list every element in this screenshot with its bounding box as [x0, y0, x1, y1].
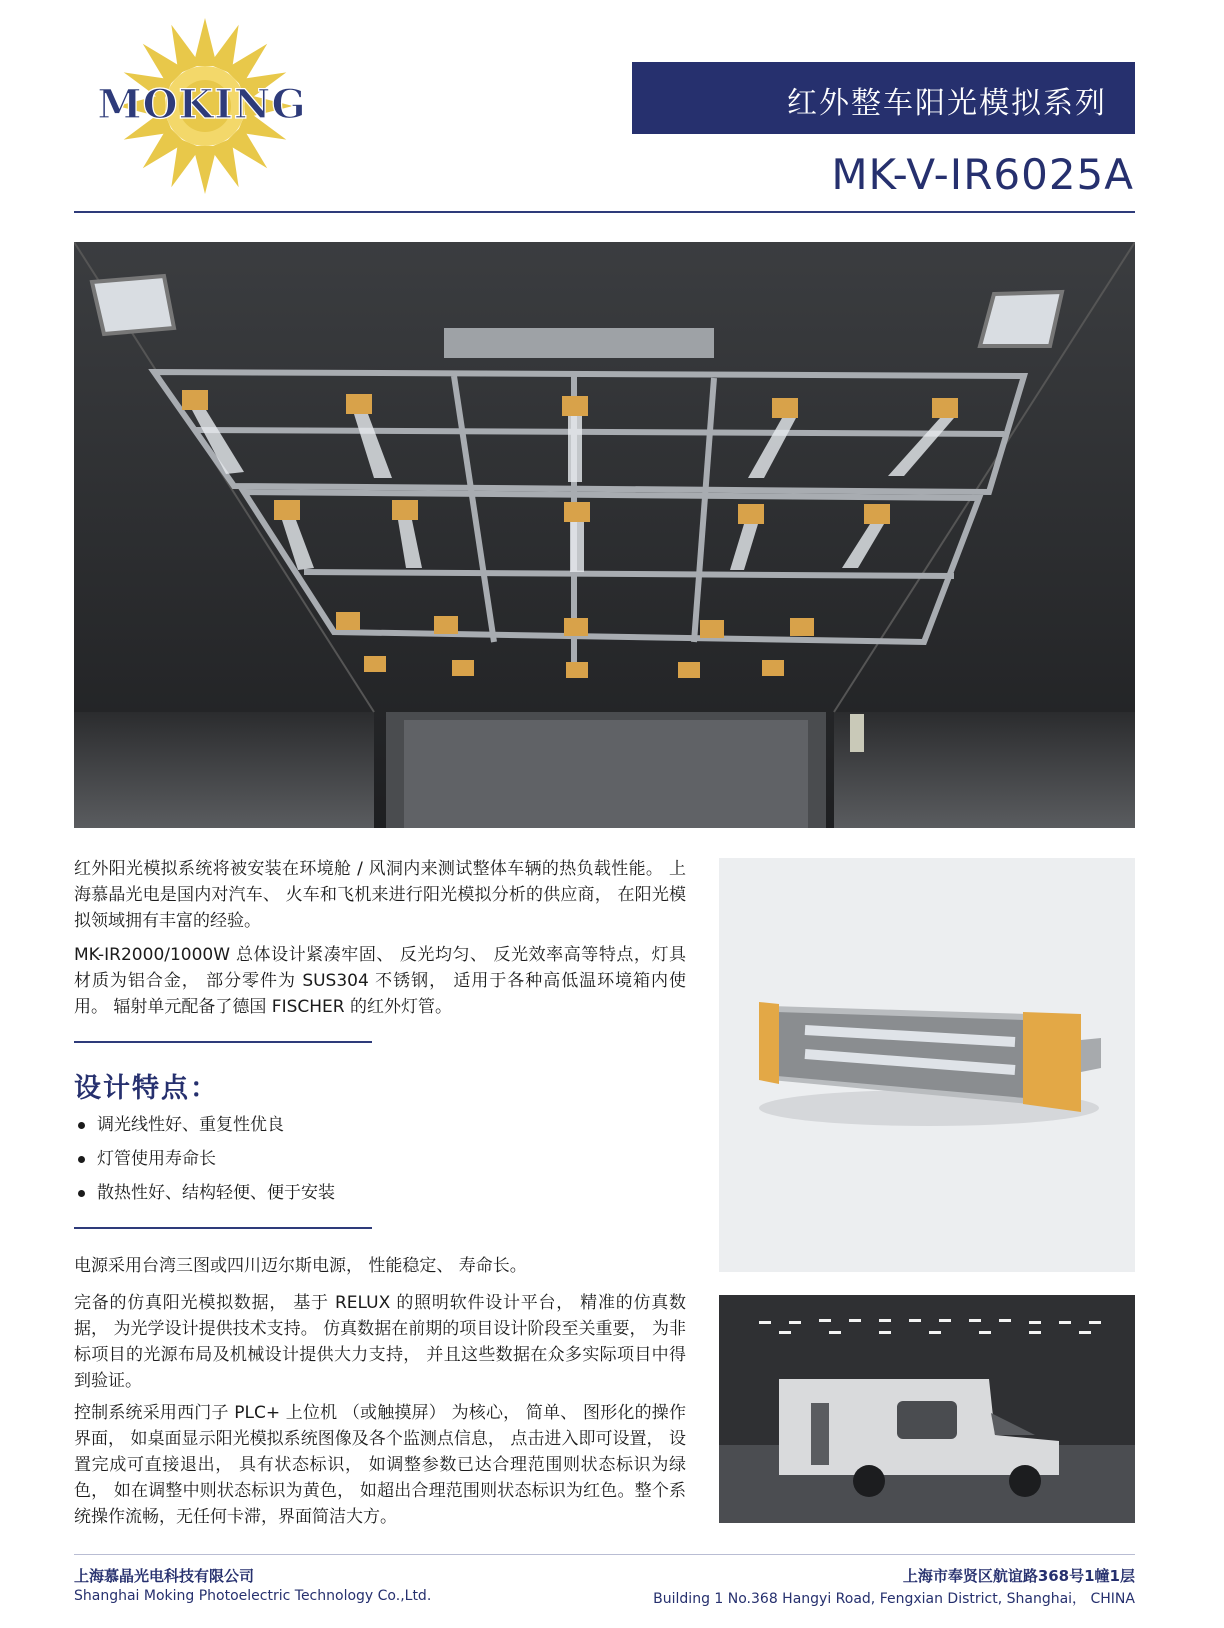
bullet-icon — [78, 1122, 85, 1129]
ir-lamp-product-photo — [719, 858, 1135, 1272]
list-item: 散热性好、结构轻便、便于安装 — [78, 1176, 335, 1210]
model-number: MK-V-IR6025A — [831, 150, 1134, 199]
bullet-icon — [78, 1190, 85, 1197]
footer-divider — [74, 1554, 1135, 1555]
series-title-bar — [632, 62, 1135, 134]
power-paragraph: 电源采用台湾三图或四川迈尔斯电源， 性能稳定、 寿命长。 — [74, 1256, 527, 1276]
logo-wordmark: MOKING — [97, 81, 307, 128]
section-divider — [74, 1041, 372, 1043]
features-list — [78, 1108, 335, 1210]
list-item: 灯管使用寿命长 — [78, 1142, 335, 1176]
company-name-en: Shanghai Moking Photoelectric Technology Co.,Ltd. — [74, 1588, 432, 1604]
section-divider — [74, 1227, 372, 1229]
series-title: 红外整车阳光模拟系列 — [787, 86, 1107, 121]
design-paragraph: MK-IR2000/1000W 总体设计紧凑牢固、 反光均匀、 反光效率高等特点，灯具材质为铝合金， 部分零件为 SUS304 不锈钢， 适用于各种高低温环境箱内使用。 辐射单元配备了德国 FISCHER 的红外灯管。 — [74, 945, 686, 1017]
simulation-paragraph: 完备的仿真阳光模拟数据， 基于 RELUX 的照明软件设计平台， 精准的仿真数据， 为光学设计提供技术支持。 仿真数据在前期的项目设计阶段至关重要， 为非标项目的光源布局及机械设计提供大力支持， 并且这些数据在众多实际项目中得到验证。 — [74, 1293, 686, 1391]
control-paragraph: 控制系统采用西门子 PLC+ 上位机 （或触摸屏） 为核心， 简单、 图形化的操作界面， 如桌面显示阳光模拟系统图像及各个监测点信息， 点击进入即可设置， 设置完成可直接退出， 具有状态标识， 如调整参数已达合理范围则状态标识为绿色， 如在调整中则状态标识为黄色， 如超出合理范围则状态标识为红色。整个系统操作流畅，无任何卡滞，界面简洁大方。 — [74, 1403, 686, 1527]
address-cn: 上海市奉贤区航谊路368号1幢1层 — [902, 1567, 1135, 1585]
chamber-lamp-array-photo — [74, 242, 1135, 828]
intro-paragraph: 红外阳光模拟系统将被安装在环境舱 / 风洞内来测试整体车辆的热负载性能。 上海慕晶光电是国内对汽车、 火车和飞机来进行阳光模拟分析的供应商， 在阳光模拟领域拥有丰富的经验。 — [74, 859, 686, 931]
bullet-icon — [78, 1156, 85, 1163]
list-item: 调光线性好、重复性优良 — [78, 1108, 335, 1142]
company-name-cn: 上海慕晶光电科技有限公司 — [74, 1567, 255, 1585]
features-heading: 设计特点： — [74, 1073, 219, 1104]
vehicle-simulation-render — [719, 1295, 1135, 1523]
header-divider — [74, 211, 1135, 213]
address-en: Building 1 No.368 Hangyi Road, Fengxian District, Shanghai， CHINA — [653, 1591, 1135, 1607]
sun-logo-icon — [72, 14, 332, 204]
moking-logo — [72, 14, 332, 204]
